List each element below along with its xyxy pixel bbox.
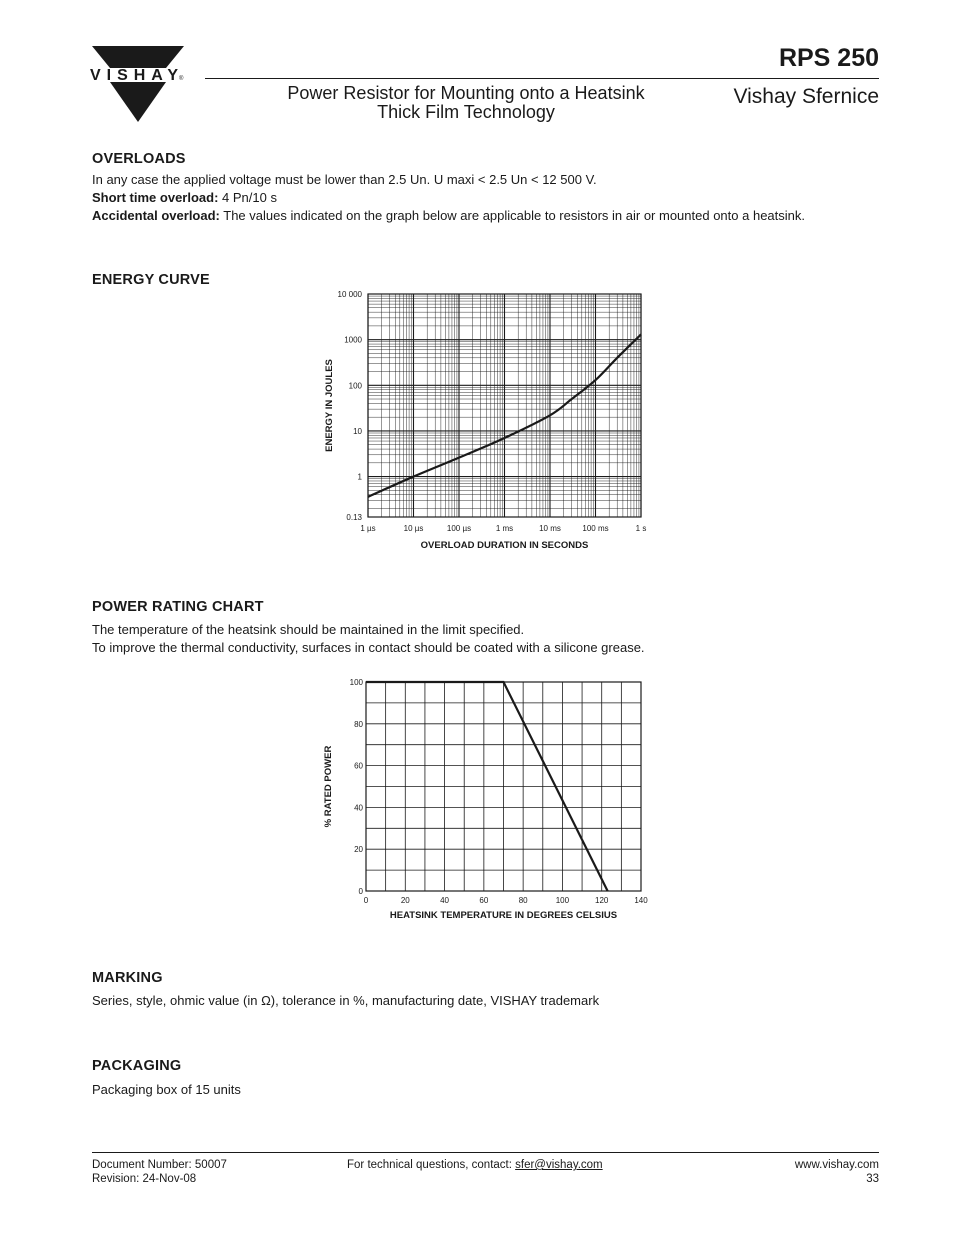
x-tick-label: 80 <box>518 896 528 905</box>
y-tick-label: 10 000 <box>337 290 362 299</box>
footer-rule <box>92 1152 879 1153</box>
x-tick-label: 1 ms <box>495 524 514 533</box>
x-tick-label: 20 <box>400 896 410 905</box>
overloads-line-1: In any case the applied voltage must be lower than 2.5 Un. U maxi < 2.5 Un < 12 500 V. <box>92 172 597 187</box>
y-axis-label: % RATED POWER <box>323 745 334 828</box>
x-tick-label: 100 <box>555 896 570 905</box>
y-tick-label: 60 <box>354 761 363 771</box>
x-tick-label: 100 µs <box>446 524 472 533</box>
x-tick-label: 1 µs <box>360 524 376 533</box>
x-tick-label: 140 <box>634 896 648 905</box>
x-axis-label: OVERLOAD DURATION IN SECONDS <box>420 540 589 551</box>
y-tick-label: 40 <box>354 803 363 813</box>
document-code: RPS 250 <box>778 44 879 72</box>
y-tick-label: 1 <box>357 472 362 482</box>
x-tick-label: 100 ms <box>582 524 609 533</box>
y-axis-label: ENERGY IN JOULES <box>324 359 335 452</box>
footer-contact <box>347 1158 603 1172</box>
power-rating-text <box>92 621 872 657</box>
contact-prefix: For technical questions, contact: <box>347 1159 516 1171</box>
energy-curve-chart <box>310 285 660 555</box>
x-tick-label: 60 <box>479 896 489 905</box>
vishay-logo <box>88 46 188 124</box>
revision: Revision: 24-Nov-08 <box>92 1173 197 1185</box>
packaging-title: PACKAGING <box>92 1058 182 1074</box>
short-time-overload <box>92 189 872 207</box>
power-rating-line-1: The temperature of the heatsink should be maintained in the limit specified. <box>92 622 525 637</box>
y-tick-label: 100 <box>348 381 362 391</box>
contact-email-link[interactable]: sfer@vishay.com <box>515 1159 603 1171</box>
x-tick-label: 10 µs <box>403 524 424 533</box>
y-tick-label: 10 <box>353 426 362 436</box>
marking-title: MARKING <box>92 970 163 986</box>
y-tick-label: 80 <box>354 719 363 729</box>
power-rating-line-2: To improve the thermal conductivity, surfaces in contact should be coated with a silicone grease. <box>92 640 645 655</box>
y-tick-label: 0.13 <box>346 513 362 522</box>
document-subtitle <box>270 84 662 122</box>
header-rule <box>205 78 879 79</box>
short-time-value: 4 Pn/10 s <box>218 190 277 205</box>
svg-text:®: ® <box>179 76 184 82</box>
x-tick-label: 10 ms <box>539 524 561 533</box>
page-number: 33 <box>866 1173 879 1185</box>
overloads-title: OVERLOADS <box>92 151 186 167</box>
x-tick-label: 0 <box>363 896 369 905</box>
x-tick-label: 1 s <box>635 524 647 533</box>
subtitle-line-2: Thick Film Technology <box>377 102 555 122</box>
y-tick-label: 1000 <box>344 335 362 345</box>
accidental-overload <box>92 207 872 225</box>
website[interactable]: www.vishay.com <box>794 1159 879 1171</box>
accidental-value: The values indicated on the graph below are applicable to resistors in air or mounted onto a heatsink. <box>219 208 805 223</box>
y-tick-label: 0 <box>358 887 363 896</box>
power-rating-title: POWER RATING CHART <box>92 599 264 615</box>
y-tick-label: 20 <box>354 845 363 855</box>
x-axis-label: HEATSINK TEMPERATURE IN DEGREES CELSIUS <box>389 910 618 921</box>
document-number: Document Number: 50007 <box>92 1159 227 1171</box>
logo-wordmark: VISHAY <box>90 67 178 84</box>
x-tick-label: 40 <box>440 896 450 905</box>
marking-text: Series, style, ohmic value (in Ω), tolerance in %, manufacturing date, VISHAY trademark <box>92 993 600 1008</box>
packaging-text: Packaging box of 15 units <box>92 1082 241 1097</box>
x-tick-label: 120 <box>595 896 609 905</box>
subtitle-line-1: Power Resistor for Mounting onto a Heatsink <box>287 83 645 103</box>
footer-left <box>92 1158 227 1186</box>
y-tick-label: 100 <box>349 678 363 687</box>
company-name: Vishay Sfernice <box>733 85 879 108</box>
overloads-text <box>92 171 872 225</box>
short-time-label: Short time overload: <box>92 190 219 205</box>
footer-right <box>795 1158 879 1186</box>
power-rating-chart <box>310 670 660 930</box>
energy-curve-title: ENERGY CURVE <box>92 272 210 288</box>
accidental-label: Accidental overload: <box>92 208 220 223</box>
